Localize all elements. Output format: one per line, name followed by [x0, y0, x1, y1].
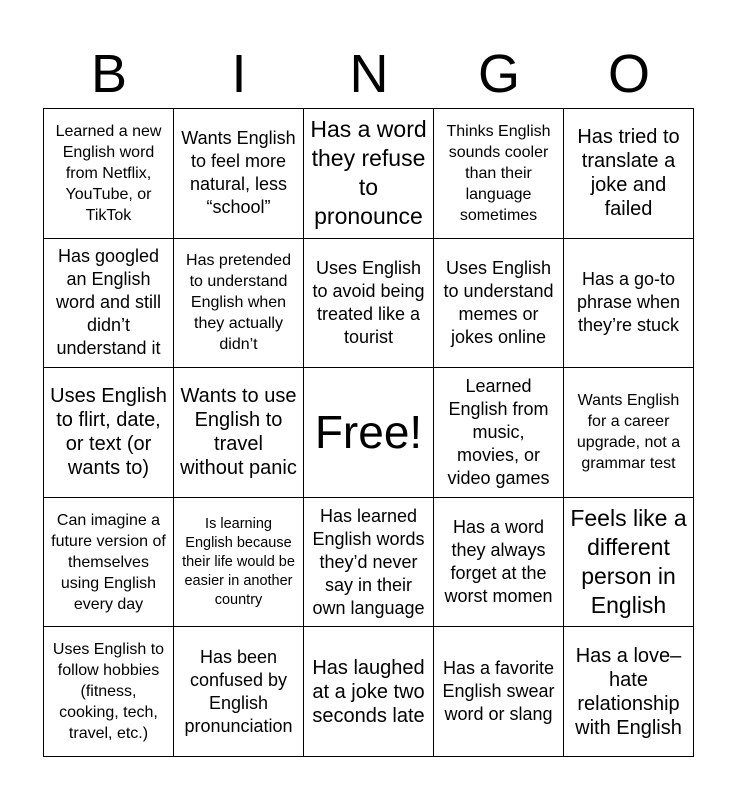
bingo-cell[interactable]: [304, 239, 434, 369]
title-letter-g: G: [477, 44, 520, 104]
cell-text: Learned English from music, movies, or video games: [447, 375, 550, 488]
bingo-cell[interactable]: [44, 498, 174, 628]
bingo-cell[interactable]: [564, 109, 694, 239]
bingo-cell[interactable]: [304, 627, 434, 757]
cell-text: Uses English to flirt, date, or text (or wants to): [50, 385, 167, 480]
bingo-cell[interactable]: [44, 627, 174, 757]
cell-text: Is learning English because their life would be easier in another country: [182, 515, 295, 608]
cell-text: Learned a new English word from Netflix, YouTube, or TikTok: [55, 122, 162, 224]
bingo-cell[interactable]: [174, 627, 304, 757]
cell-text: Has googled an English word and still didn’t understand it: [55, 246, 162, 359]
title-letter-n: N: [349, 44, 389, 104]
cell-text: Has a love–hate relationship with English: [575, 644, 682, 739]
cell-text: Has a word they always forget at the worst momen: [444, 517, 553, 607]
cell-text: Has pretended to understand English when they actually didn’t: [186, 252, 291, 354]
bingo-cell[interactable]: [174, 368, 304, 498]
cell-text: Has a favorite English swear word or slang: [442, 658, 555, 725]
bingo-cell[interactable]: [564, 498, 694, 628]
cell-text: Wants to use English to travel without panic: [180, 385, 297, 480]
bingo-cell[interactable]: [564, 627, 694, 757]
bingo-cell[interactable]: [304, 109, 434, 239]
cell-text: Has learned English words they’d never say in their own language: [312, 505, 425, 618]
title-letter-b: B: [90, 44, 128, 104]
cell-text: Has laughed at a joke two seconds late: [312, 656, 425, 727]
bingo-cell[interactable]: [44, 368, 174, 498]
bingo-cell[interactable]: [434, 239, 564, 369]
bingo-cell[interactable]: [44, 239, 174, 369]
bingo-cell[interactable]: [564, 239, 694, 369]
bingo-cell[interactable]: [434, 627, 564, 757]
cell-text: Has a go-to phrase when they’re stuck: [576, 269, 681, 336]
bingo-cell[interactable]: [44, 109, 174, 239]
bingo-cell[interactable]: [434, 498, 564, 628]
bingo-title: [44, 40, 694, 108]
cell-text: Wants English to feel more natural, less “school”: [181, 128, 296, 218]
bingo-cell[interactable]: [564, 368, 694, 498]
cell-text: Feels like a different person in English: [570, 505, 687, 619]
bingo-cell[interactable]: [434, 368, 564, 498]
title-letter-i: I: [231, 44, 247, 104]
cell-text: Has tried to translate a joke and failed: [577, 126, 680, 221]
free-space-text: Free!: [314, 406, 423, 459]
bingo-cell[interactable]: [304, 498, 434, 628]
title-letter-o: O: [607, 44, 650, 104]
bingo-cell[interactable]: [434, 109, 564, 239]
cell-text: Wants English for a career upgrade, not a grammar test: [576, 392, 681, 473]
cell-text: Uses English to follow hobbies (fitness, cooking, tech, travel, etc.): [52, 641, 165, 743]
cell-text: Has been confused by English pronunciation: [184, 646, 293, 736]
bingo-cell[interactable]: [174, 498, 304, 628]
cell-text: Uses English to avoid being treated like a tourist: [312, 257, 425, 347]
free-space[interactable]: [304, 368, 434, 498]
cell-text: Has a word they refuse to pronounce: [310, 116, 427, 230]
cell-text: Can imagine a future version of themselves using English every day: [51, 511, 166, 613]
cell-text: Uses English to understand memes or jokes online: [443, 257, 554, 347]
bingo-cell[interactable]: [174, 239, 304, 369]
cell-text: Thinks English sounds cooler than their language sometimes: [446, 122, 551, 224]
bingo-cell[interactable]: [174, 109, 304, 239]
bingo-board: [43, 108, 694, 757]
